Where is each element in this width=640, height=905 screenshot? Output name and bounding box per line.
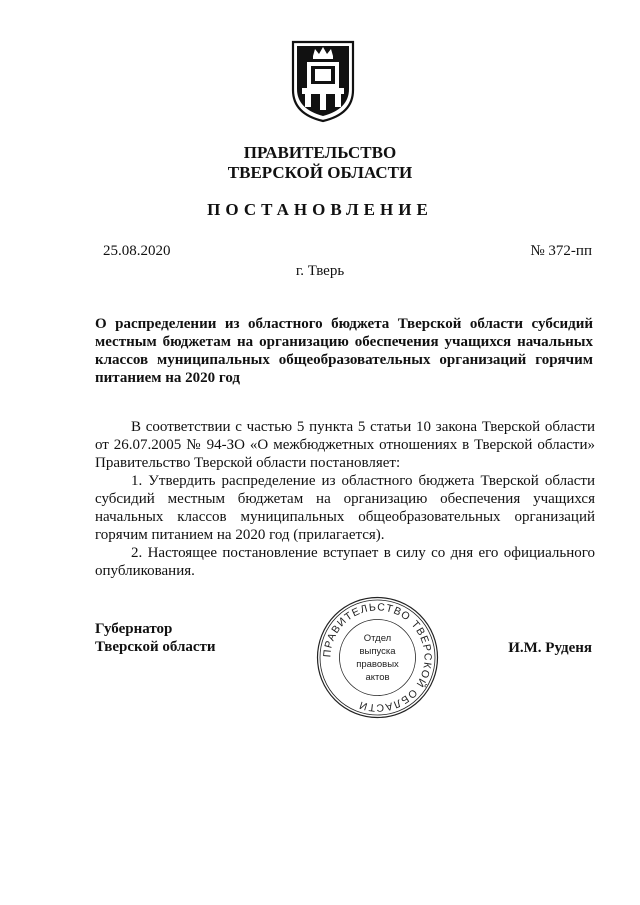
tver-coat-of-arms-icon xyxy=(289,38,357,124)
title-line: местным бюджетам на организацию обеспечения учащихся начальных xyxy=(95,334,593,350)
stamp-ring-text: ПРАВИТЕЛЬСТВО ТВЕРСКОЙ ОБЛАСТИ xyxy=(321,601,434,714)
signer-position-line1: Губернатор xyxy=(95,621,173,637)
title-line: О распределении из областного бюджета Тверской области субсидий xyxy=(95,316,593,332)
stamp-line: Отдел xyxy=(363,633,392,644)
stamp-line: выпуска xyxy=(359,646,396,657)
title-line: классов муниципальных общеобразовательных организаций горячим xyxy=(95,352,593,368)
document-number: № 372-пп xyxy=(530,243,592,259)
title-line: питанием на 2020 год xyxy=(95,370,240,386)
preamble-rest: от 26.07.2005 № 94-ЗО «О межбюджетных отношениях в Тверской области» Правительство Тверской области постановляет: xyxy=(95,437,595,471)
document-title xyxy=(95,315,593,387)
stamp-line: правовых xyxy=(356,659,399,670)
signer-name: И.М. Руденя xyxy=(508,640,592,656)
document-body xyxy=(95,418,595,580)
signer-position-line2: Тверской области xyxy=(95,639,216,655)
preamble-first-line: В соответствии с частью 5 пункта 5 статьи 10 закона Тверской области xyxy=(131,419,595,435)
decree-item-2: 2. Настоящее постановление вступает в силу со дня его официального опубликования. xyxy=(95,545,595,579)
stamp-center-text xyxy=(330,632,425,684)
document-type-heading: ПОСТАНОВЛЕНИЕ xyxy=(207,200,433,219)
document-date: 25.08.2020 xyxy=(103,243,171,259)
preamble-paragraph xyxy=(95,418,595,472)
signer-position xyxy=(95,620,216,656)
stamp-line: актов xyxy=(365,672,390,683)
decree-item-1: 1. Утвердить распределение из областного бюджета Тверской области субсидий местным бюджетам на организацию обеспечения учащихся начальных классов муниципальных общеобразовательных организаций горячим питанием на 2020 год (прилагается). xyxy=(95,473,595,543)
document-city: г. Тверь xyxy=(295,263,345,279)
government-name-line2: ТВЕРСКОЙ ОБЛАСТИ xyxy=(227,163,413,182)
government-name-line1: ПРАВИТЕЛЬСТВО xyxy=(243,143,397,162)
